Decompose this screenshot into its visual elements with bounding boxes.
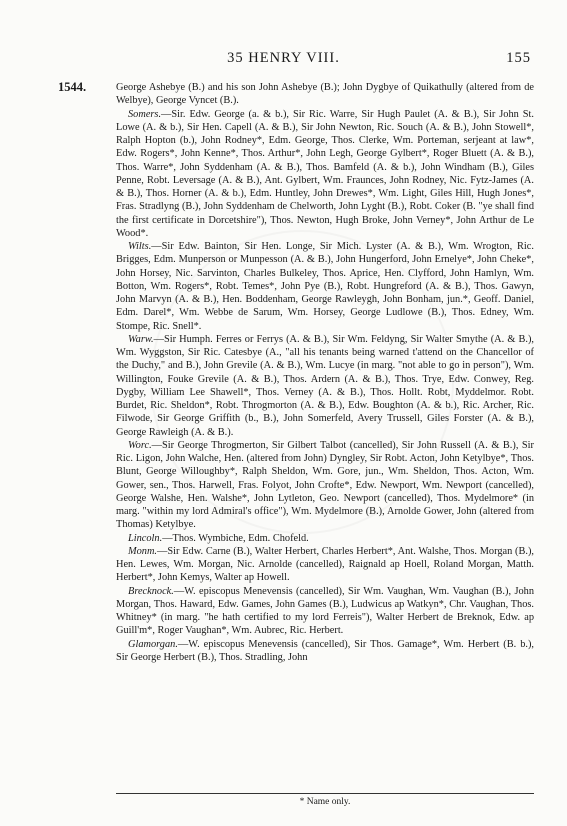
paragraph-wiltshire — [116, 240, 534, 333]
body-text — [116, 81, 534, 664]
paragraph-text: George Ashebye (B.) and his son John Ashebye (B.); John Dygbye of Quikathully (altered from de Welbye), George Vyncet (B.). — [116, 82, 534, 107]
paragraph-text: —Sir Edw. Bainton, Sir Hen. Longe, Sir Mich. Lyster (A. & B.), Wm. Wrogton, Ric. Brigges, Edm. Munperson or Munpesson (A. & B.), John Hungerford, John Ernelye*, John Cheke*, John Horsey, Nic. Sarvinton, Charles Bulkeley, Thos. Aprice, Hen. Clyfford, John Hamlyn, Wm. Botton, Wm. Rogers*, Robt. Temes*, John Pye (B.), Robt. Hungreford (A. & B.), Thos. Gawyn, John Marvyn (A. & B.), Hen. Boddenham, George Rawleygh, John Bonham, jun.*, Geoff. Daniel, Edm. Darel*, Wm. Webbe de Sarum, Wm. Horsey, George Ludlowe (B.), Thos. Edney, Wm. Stompe, Ric. Snell*. — [116, 241, 534, 332]
paragraph-somerset — [116, 108, 534, 241]
running-head — [0, 50, 567, 70]
county-label: Wilts. — [128, 241, 152, 252]
page-number: 155 — [506, 50, 531, 66]
paragraph-text: —Sir George Throgmerton, Sir Gilbert Talbot (cancelled), Sir John Russell (A. & B.), Sir Ric. Ligon, John Walche, Hen. (altered from John) Dyngley, Sir Robt. Acton, John Ketylbye*, Thos. Blunt, George Willoughby*, Ralph Sheldon, Wm. Gore, jun., Wm. Sheldon, Thos. Acton, Wm. Gower, sen., Thos. Harwell, Fras. Folyot, John Crofte*, Edw. Newport, Wm. Newport (cancelled), George Walshe, Hen. Walshe*, John Lytleton, Geo. Newport (cancelled), Thos. Mydelmore* (in marg. "within my lord Admiral's office"), Wm. Mydelmore (B.), Arnolde Gower, John (altered from Thomas) Ketylbye. — [116, 439, 534, 531]
paragraph-text: —Sir Edw. Carne (B.), Walter Herbert, Charles Herbert*, Ant. Walshe, Thos. Morgan (B.), Hen. Lewes, Wm. Morgan, Nic. Arnolde (cancelled), Raignald ap Hoell, Roland Morgan, Matth. Herbert*, John Kemys, Walter ap Howell. — [116, 545, 534, 584]
footnote-divider — [116, 793, 534, 794]
county-label: Monm. — [128, 545, 158, 557]
paragraph-monmouth — [116, 545, 534, 585]
paragraph-text: —Thos. Wymbiche, Edm. Chofeld. — [162, 532, 309, 544]
paragraph-text: —W. episcopus Menevensis (cancelled), Sir Thos. Gamage*, Wm. Herbert (B. b.), Sir George Herbert (B.), Thos. Stradling, John — [116, 638, 534, 663]
county-label: Somers. — [128, 108, 162, 120]
running-title: 35 HENRY VIII. — [227, 50, 340, 66]
paragraph-warwick — [116, 333, 534, 439]
county-label: Worc. — [128, 439, 152, 451]
paragraph-worcester — [116, 439, 534, 532]
county-label: Glamorgan. — [128, 638, 178, 650]
paragraph-lincoln — [116, 532, 534, 545]
paragraph-text: —W. episcopus Menevensis (cancelled), Sir Wm. Vaughan, Wm. Vaughan (B.), John Morgan, Thos. Haward, Edw. Games, John Games (B.), Ludwicus ap Watkyn*, Chr. Vaughan, Thos. Whitney* (in marg. "he hath certified to my lord Ferreis"), Walter Herbert de Breknok, Edw. ap Guill'm*, Roger Vaughan*, Wm. Aubrec, Ric. Herbert. — [116, 585, 534, 637]
paragraph-text: —Sir Humph. Ferres or Ferrys (A. & B.), Sir Wm. Feldyng, Sir Walter Smythe (A. & B.), Wm. Wyggston, Sir Ric. Catesbye (A., "all his tenants being warned t'attend on the Chancellor of the Duchy," and B.), John Grevile (A. & B.), Wm. Lucye (in marg. "not able to go in person"), Wm. Willington, Fouke Grevile (A. & B.), Thos. Ardern (A. & B.), Thos. Trye, Edw. Conwey, Reg. Dygby, William Lee Shawell*, Thos. Verney (A. & B.), Thos. Hollt. Robt, Myddelmor. Robt. Burdet, Ric. Sheldon*, Robt. Throgmorton (A. & B.), Edw. Boughton (A. & b.), Ric. Archer, Ric. Filwode, Sir George Griffith (b., B.), John Somerfeld, Avery Trussell, Giles Forster (A. & B.), George Rawleigh (A. & B.). — [116, 333, 534, 438]
county-label: Brecknock. — [128, 585, 174, 597]
paragraph-text: —Sir. Edw. George (a. & b.), Sir Ric. Warre, Sir Hugh Paulet (A. & B.), Sir John St. Lowe (A. & b.), Sir Hen. Capell (A. & B.), Sir John Newton, Ric. Souch (A. & B.), John Stowell*, Ralph Hopton (b.), John Rodney*, Edm. George, Thos. Clerke, Wm. Porteman, serjeant at law*, Edw. Rogers*, John Kenne*, Thos. Arthur*, John Legh, George Gylbert*, Roger Bluett (A. & B.), Thos. Warre*, John Syddenham (A. & B.), Thos. Bamfeld (A. & b.), John Windham (B.), Giles Penne, Robt. Leversage (A. & B.), Ant. Gylbert, Wm. Fraunces, John Rodney, Nic. Fytz-James (A. & B.), Thos. Horner (A. & b.), Edm. Huntley, John Drewes*, Wm. Light, Giles Hill, Hugh Jones*, Fras. Stradlyng (B.), John Syddenham de Chelworth, John Lyght (B.), Robt. Coker (B. "ye shall find the first certificate in Dorcetshire"), Thos. Newton, Hugh Broke, John Verney*, John Arthur de Le Wood*. — [116, 108, 534, 239]
paragraph-continuation — [116, 81, 534, 108]
footnote: * Name only. — [299, 797, 351, 807]
paragraph-glamorgan — [116, 638, 534, 665]
paragraph-brecknock — [116, 585, 534, 638]
county-label: Warw. — [128, 333, 154, 345]
county-label: Lincoln. — [128, 532, 163, 544]
margin-year: 1544. — [58, 80, 87, 94]
